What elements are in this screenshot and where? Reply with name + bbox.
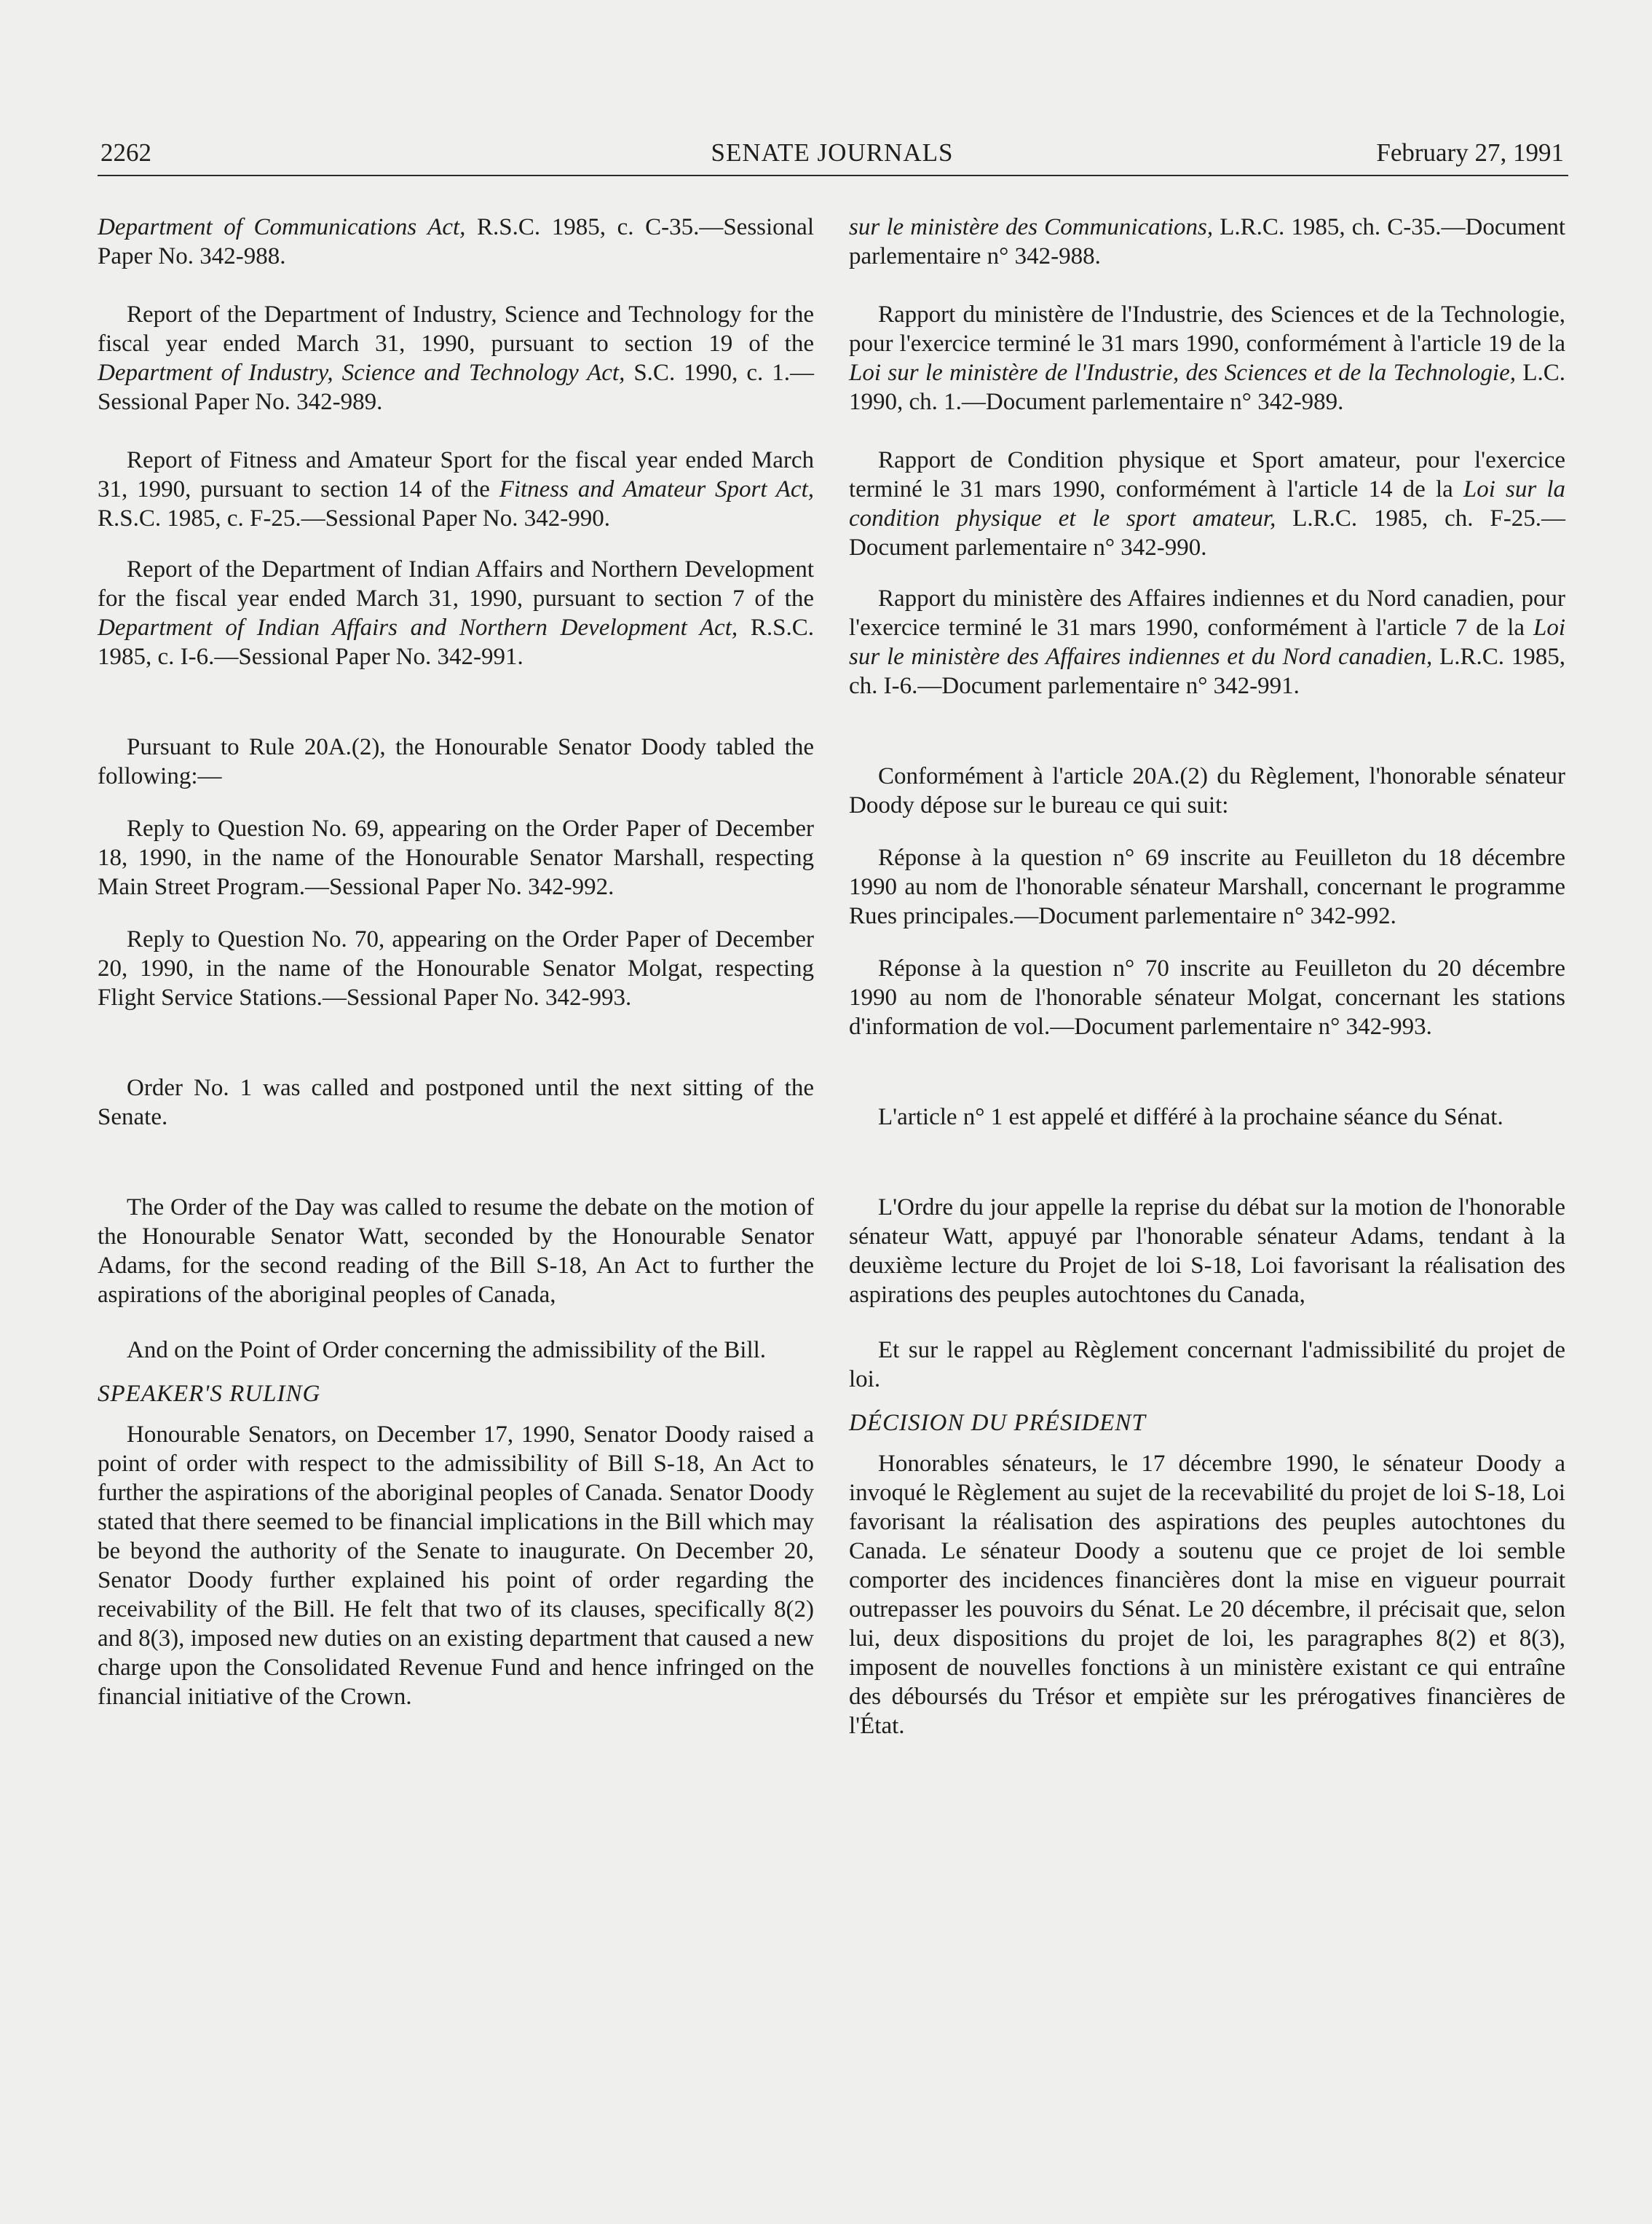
fr-paragraph-7: Réponse à la question n° 70 inscrite au Feuilleton du 20 décembre 1990 au nom de l'honorable sénateur Molgat, concernant les stations d'information de vol.—Document parlementaire n° 342-993. xyxy=(849,955,1565,1040)
fr-paragraph-1: sur le ministère des Communications, L.R.C. 1985, ch. C-35.—Document parlementaire n° 342-988. xyxy=(849,214,1565,269)
fr-paragraph-8: L'article n° 1 est appelé et différé à la prochaine séance du Sénat. xyxy=(878,1104,1503,1130)
en-paragraph-6: Reply to Question No. 69, appearing on the Order Paper of December 18, 1990, in the name of the Honourable Senator Marshall, respecting Main Street Program.—Sessional Paper No. 342-992. xyxy=(98,816,814,900)
en-paragraph-2: Report of the Department of Industry, Science and Technology for the fiscal year ended March 31, 1990, pursuant to section 19 of the Department of Industry, Science and Technology Act, S.C. 1990, c. 1.—Sessional Paper No. 342-989. xyxy=(98,301,814,415)
fr-paragraph-10: Et sur le rappel au Règlement concernant l'admissibilité du projet de loi. xyxy=(849,1337,1565,1392)
en-paragraph-8: Order No. 1 was called and postponed until the next sitting of the Senate. xyxy=(98,1075,814,1130)
en-speakers-ruling-heading: SPEAKER'S RULING xyxy=(98,1381,321,1407)
fr-paragraph-11: Honorables sénateurs, le 17 décembre 1990, le sénateur Doody a invoqué le Règlement au sujet de la recevabilité du projet de loi S-18, Loi favorisant la réalisation des aspirations des peuples autochtones du Canada. Le sénateur Doody a soutenu que ce projet de loi semble comporter des incidences financières dont la mise en vigueur pourrait outrepasser les pouvoirs du Sénat. Le 20 décembre, il précisait que, selon lui, deux dispositions du projet de loi, les paragraphes 8(2) et 8(3), imposent de nouvelles fonctions à un ministère existant ce qui entraîne des déboursés du Trésor et empiète sur les prérogatives financières de l'État. xyxy=(849,1451,1565,1739)
fr-paragraph-9: L'Ordre du jour appelle la reprise du débat sur la motion de l'honorable sénateur Watt, appuyé par l'honorable sénateur Adams, tendant à la deuxième lecture du Projet de loi S-18, Loi favorisant la réalisation des aspirations des peuples autochtones du Canada, xyxy=(849,1194,1565,1308)
fr-paragraph-4: Rapport du ministère des Affaires indiennes et du Nord canadien, pour l'exercice terminé le 31 mars 1990, conformément à l'article 7 de la Loi sur le ministère des Affaires indiennes et du Nord canadien, L.R.C. 1985, ch. I-6.—Document parlementaire n° 342-991. xyxy=(849,585,1565,699)
en-paragraph-11: Honourable Senators, on December 17, 1990, Senator Doody raised a point of order with respect to the admissibility of Bill S-18, An Act to further the aspirations of the aboriginal peoples of Canada. Senator Doody stated that there seemed to be financial implications in the Bill which may be beyond the authority of the Senate to inaugurate. On December 20, Senator Doody further explained his point of order regarding the receivability of the Bill. He felt that two of its clauses, specifically 8(2) and 8(3), imposed new duties on an existing department that caused a new charge upon the Consolidated Revenue Fund and hence infringed on the financial initiative of the Crown. xyxy=(98,1421,814,1710)
french-column xyxy=(849,213,1565,1740)
journal-date: February 27, 1991 xyxy=(1376,138,1564,167)
en-paragraph-3: Report of Fitness and Amateur Sport for the fiscal year ended March 31, 1990, pursuant to section 14 of the Fitness and Amateur Sport Act, R.S.C. 1985, c. F-25.—Sessional Paper No. 342-990. xyxy=(98,447,814,532)
en-paragraph-4: Report of the Department of Indian Affairs and Northern Development for the fiscal year ended March 31, 1990, pursuant to section 7 of the Department of Indian Affairs and Northern Development Act, R.S.C. 1985, c. I-6.—Sessional Paper No. 342-991. xyxy=(98,556,814,670)
en-paragraph-10: And on the Point of Order concerning the admissibility of the Bill. xyxy=(127,1337,767,1363)
fr-paragraph-6: Réponse à la question n° 69 inscrite au Feuilleton du 18 décembre 1990 au nom de l'honorable sénateur Marshall, concernant le programme Rues principales.—Document parlementaire n° 342-992. xyxy=(849,845,1565,929)
page-number: 2262 xyxy=(100,138,151,167)
fr-paragraph-2: Rapport du ministère de l'Industrie, des Sciences et de la Technologie, pour l'exercice terminé le 31 mars 1990, conformément à l'article 19 de la Loi sur le ministère de l'Industrie, des Sciences et de la Technologie, L.C. 1990, ch. 1.—Document parlementaire n° 342-989. xyxy=(849,301,1566,415)
en-paragraph-1: Department of Communications Act, R.S.C. 1985, c. C-35.—Sessional Paper No. 342-988. xyxy=(98,214,814,269)
en-paragraph-9: The Order of the Day was called to resume the debate on the motion of the Honourable Senator Watt, seconded by the Honourable Senator Adams, for the second reading of the Bill S-18, An Act to further the aspirations of the aboriginal peoples of Canada, xyxy=(98,1194,814,1308)
journal-title: SENATE JOURNALS xyxy=(711,138,954,167)
english-column xyxy=(98,213,814,1711)
fr-paragraph-3: Rapport de Condition physique et Sport amateur, pour l'exercice terminé le 31 mars 1990, conformément à l'article 14 de la Loi sur la condition physique et le sport amateur, L.R.C. 1985, ch. F-25.—Document parlementaire n° 342-990. xyxy=(849,447,1566,561)
en-paragraph-7: Reply to Question No. 70, appearing on the Order Paper of December 20, 1990, in the name of the Honourable Senator Molgat, respecting Flight Service Stations.—Sessional Paper No. 342-993. xyxy=(98,926,814,1011)
header-rule xyxy=(98,175,1568,176)
en-paragraph-5: Pursuant to Rule 20A.(2), the Honourable Senator Doody tabled the following:— xyxy=(98,734,814,789)
fr-decision-heading: DÉCISION DU PRÉSIDENT xyxy=(849,1410,1146,1436)
fr-paragraph-5: Conformément à l'article 20A.(2) du Règlement, l'honorable sénateur Doody dépose sur le bureau ce qui suit: xyxy=(849,763,1565,819)
page-header xyxy=(100,138,1564,176)
